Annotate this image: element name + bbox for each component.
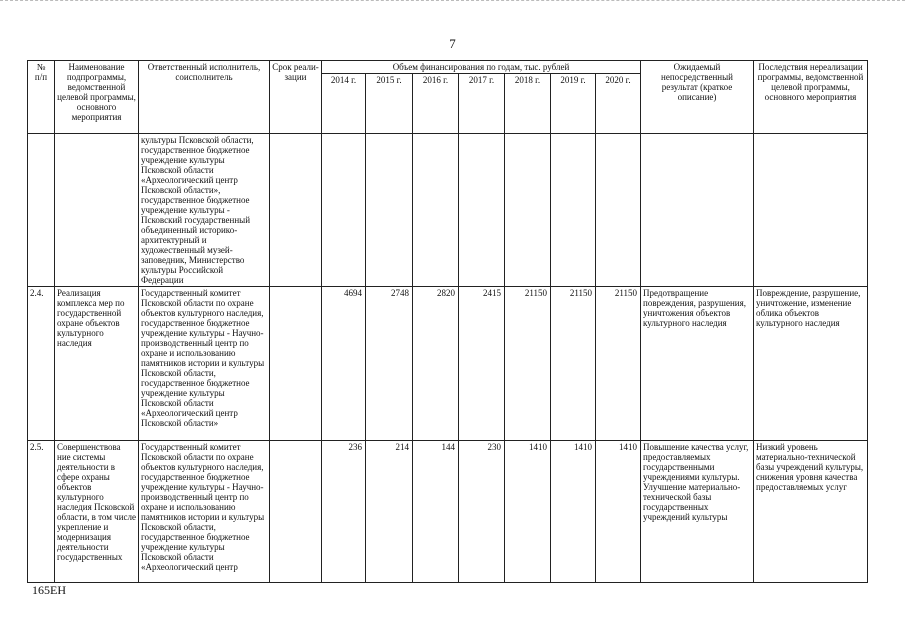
row-value: 1410 <box>505 441 551 583</box>
header-term: Срок реали-зации <box>270 61 322 134</box>
row-value <box>459 134 505 287</box>
row-expected: Повышение качества услуг, предоставляемых государственными учреждениями культуры. Улучшение материально-технической базы государственных учреждений культуры <box>641 441 754 583</box>
row-value <box>551 134 596 287</box>
row-value: 2415 <box>459 287 505 441</box>
header-expected: Ожидаемый непосредственный результат (краткое описание) <box>641 61 754 134</box>
row-value: 4694 <box>322 287 366 441</box>
table-row <box>28 287 868 441</box>
row-expected <box>641 134 754 287</box>
row-name <box>55 134 139 287</box>
header-year: 2016 г. <box>413 74 459 134</box>
header-funding: Объем финансирования по годам, тыс. рублей <box>322 61 641 74</box>
row-value <box>505 134 551 287</box>
header-year: 2018 г. <box>505 74 551 134</box>
header-year: 2019 г. <box>551 74 596 134</box>
header-consequences: Последствия нереализации программы, ведомственной целевой программы, основного мероприятия <box>754 61 868 134</box>
row-value: 214 <box>366 441 413 583</box>
row-executor: Государственный комитет Псковской области по охране объектов культурного наследия, государственное бюджетное учреждение культуры - Научно-производственный центр по охране и использованию памятников истории и культуры Псковской области, государственное бюджетное учреждение культуры Псковской области «Археологический центр Псковской области» <box>139 287 270 441</box>
row-executor: Государственный комитет Псковской области по охране объектов культурного наследия, государственное бюджетное учреждение культуры - Научно-производственный центр по охране и использованию памятников истории и культуры Псковской области, государственное бюджетное учреждение культуры Псковской области «Археологический центр <box>139 441 270 583</box>
header-year: 2015 г. <box>366 74 413 134</box>
header-year: 2020 г. <box>596 74 641 134</box>
row-executor: культуры Псковской области, государственное бюджетное учреждение культуры Псковской области «Археологический центр Псковской области», государственное бюджетное учреждение культуры - Псковский государственный объединенный историко-архитектурный и художественный музей-заповедник, Министерство культуры Российской Федерации <box>139 134 270 287</box>
table-row <box>28 441 868 583</box>
header-executor: Ответственный исполнитель, соисполнитель <box>139 61 270 134</box>
row-value: 230 <box>459 441 505 583</box>
row-value: 21150 <box>596 287 641 441</box>
financing-table <box>27 60 868 583</box>
header-year: 2014 г. <box>322 74 366 134</box>
row-term <box>270 287 322 441</box>
header-no: № п/п <box>28 61 55 134</box>
row-name: Реализация комплекса мер по государственной охране объектов культурного наследия <box>55 287 139 441</box>
row-value: 2820 <box>413 287 459 441</box>
scan-edge <box>0 0 905 4</box>
table-row <box>28 134 868 287</box>
row-name: Совершенствова ние системы деятельности в сфере охраны объектов культурного наследия Псковской области, в том числе укрепление и модернизация деятельности государственных <box>55 441 139 583</box>
row-consequences: Повреждение, разрушение, уничтожение, изменение облика объектов культурного наследия <box>754 287 868 441</box>
row-value <box>322 134 366 287</box>
row-no <box>28 134 55 287</box>
row-consequences <box>754 134 868 287</box>
row-value: 2748 <box>366 287 413 441</box>
row-value: 21150 <box>505 287 551 441</box>
row-value <box>413 134 459 287</box>
row-consequences: Низкий уровень материально-технической базы учреждений культуры, снижения уровня качества предоставляемых услуг <box>754 441 868 583</box>
row-no: 2.5. <box>28 441 55 583</box>
row-value: 236 <box>322 441 366 583</box>
row-value <box>366 134 413 287</box>
header-year: 2017 г. <box>459 74 505 134</box>
row-value: 21150 <box>551 287 596 441</box>
page-number: 7 <box>449 36 456 51</box>
row-term <box>270 441 322 583</box>
header-name: Наименование подпрограммы, ведомственной целевой программы, основного мероприятия <box>55 61 139 134</box>
row-value: 144 <box>413 441 459 583</box>
row-value: 1410 <box>551 441 596 583</box>
row-value: 1410 <box>596 441 641 583</box>
row-expected: Предотвращение повреждения, разрушения, уничтожения объектов культурного наследия <box>641 287 754 441</box>
row-no: 2.4. <box>28 287 55 441</box>
footer-code: 165ЕН <box>32 583 66 597</box>
row-term <box>270 134 322 287</box>
row-value <box>596 134 641 287</box>
